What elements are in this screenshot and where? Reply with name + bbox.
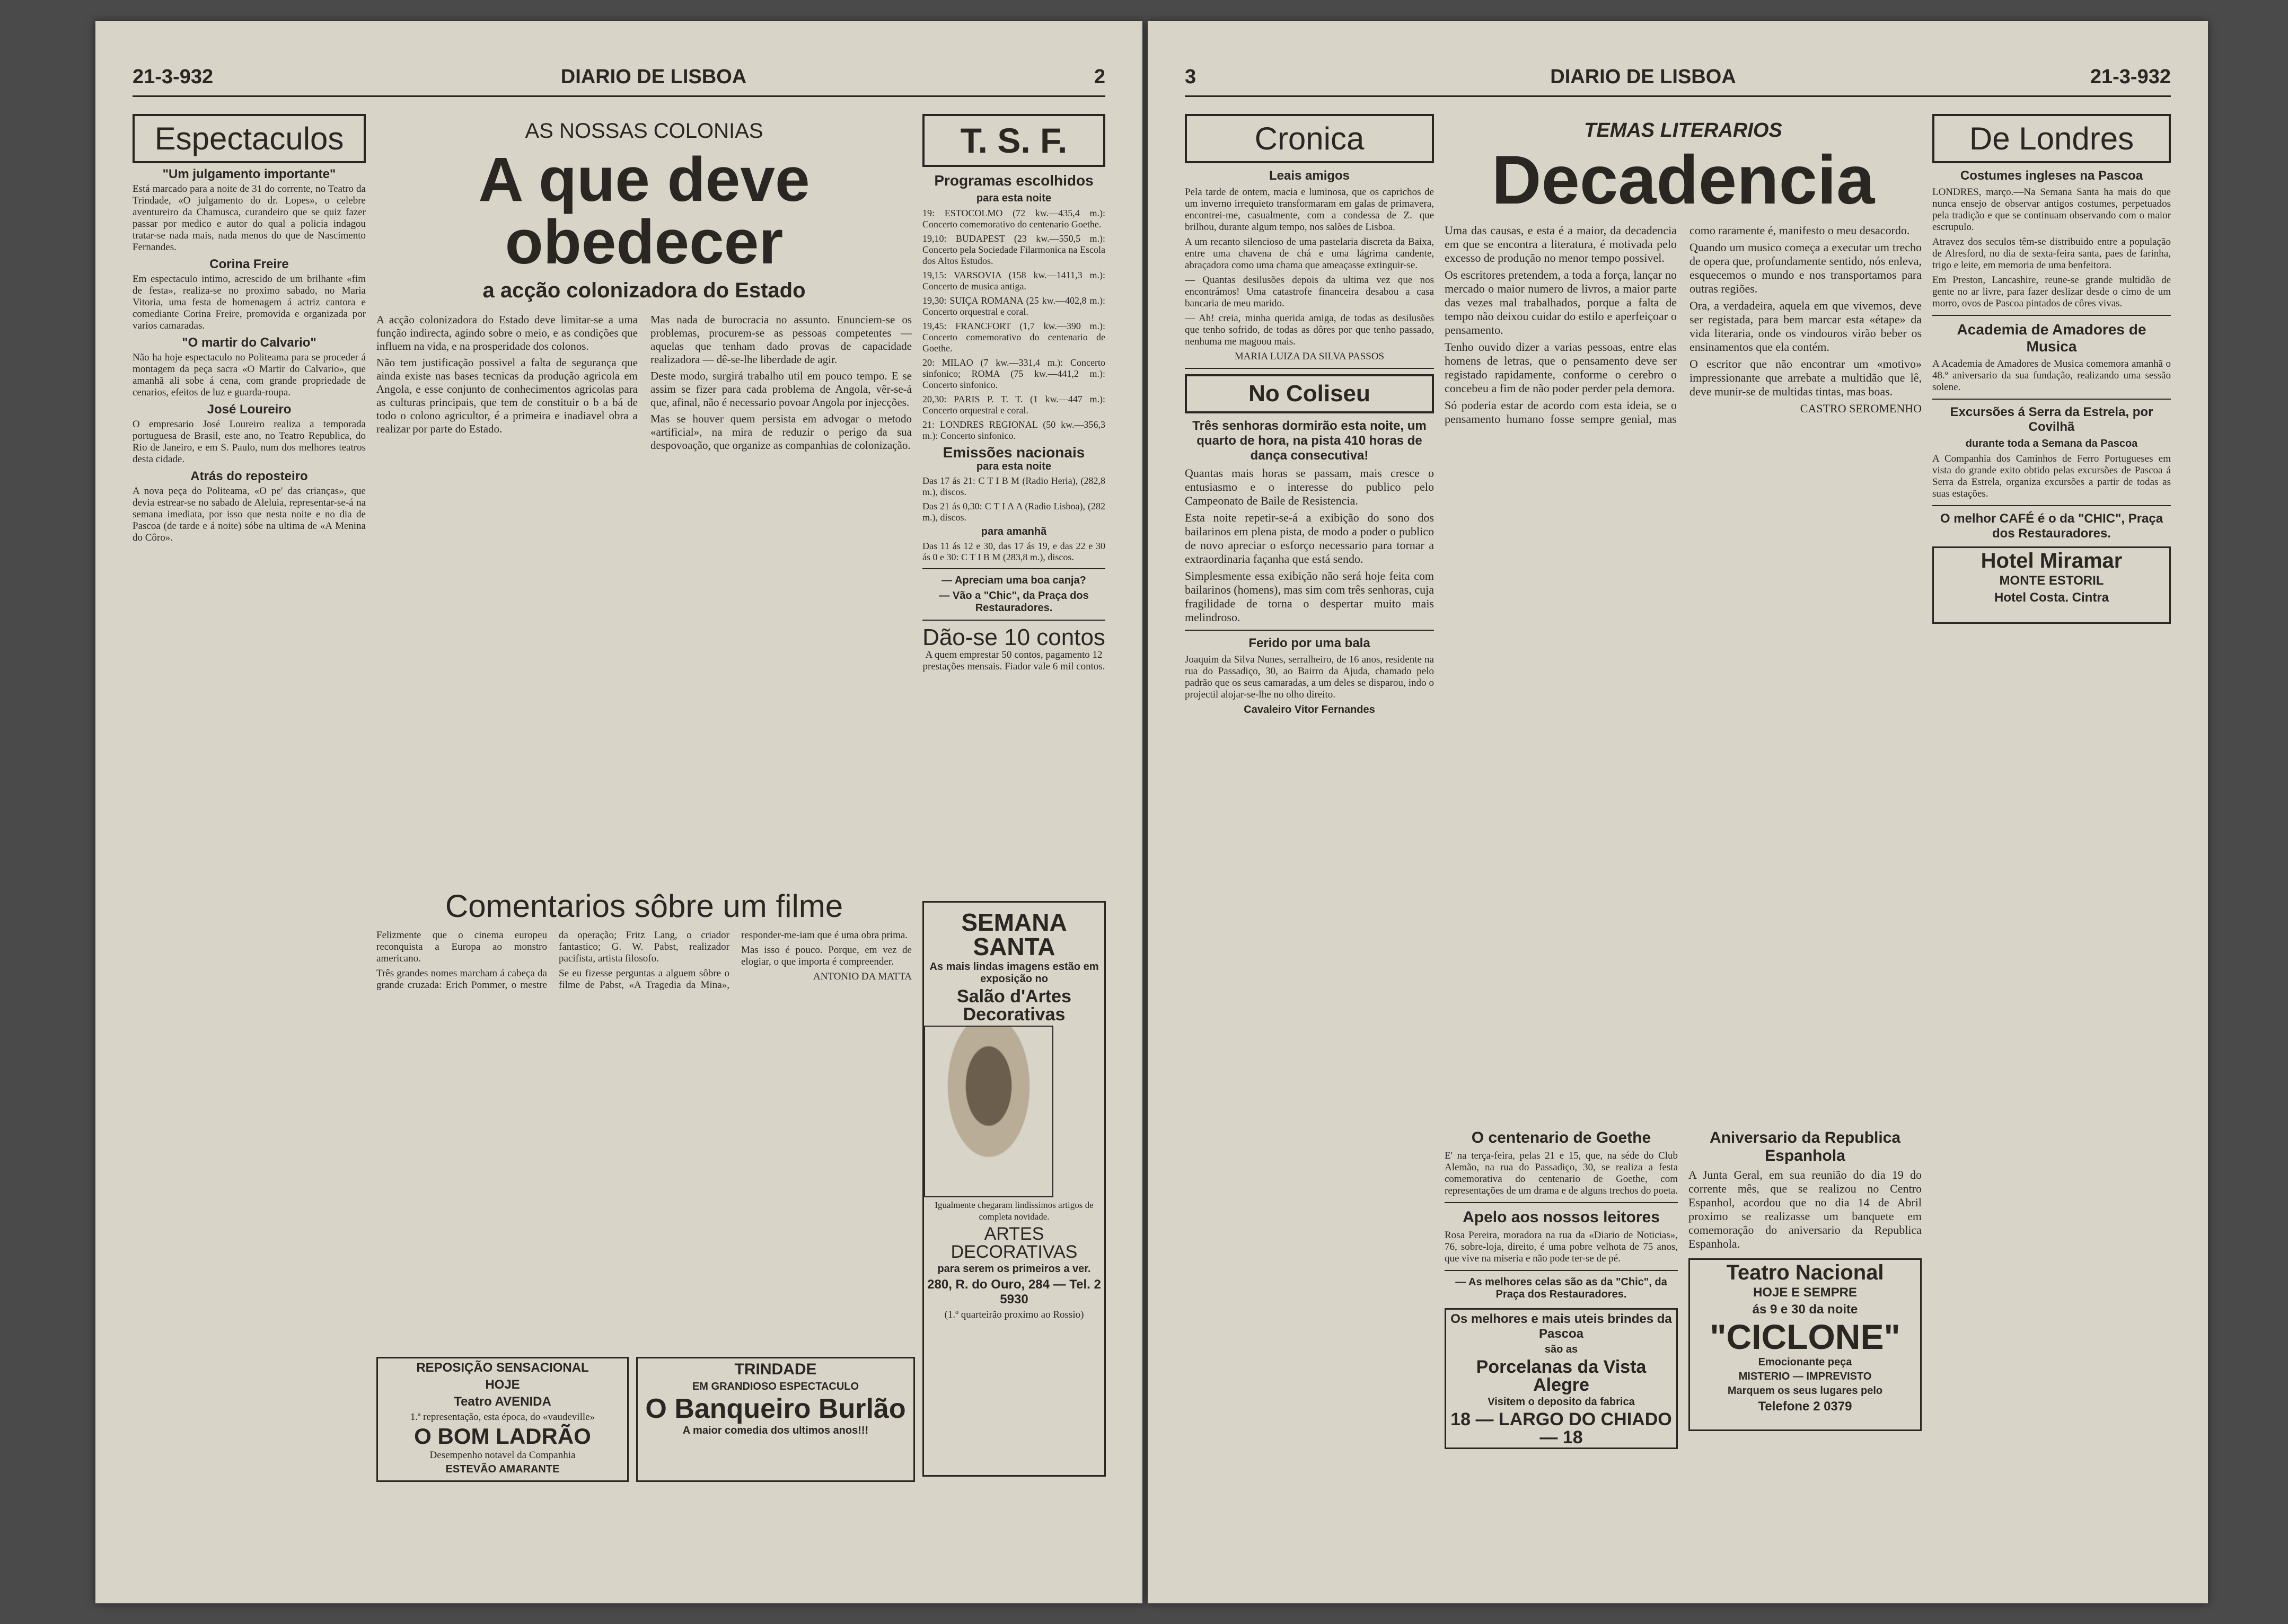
ad-line: 280, R. do Ouro, 284 — Tel. 2 5930 [927, 1277, 1101, 1307]
filme-article [376, 890, 912, 1346]
ad-line: MONTE ESTORIL [1999, 573, 2104, 588]
signature: ANTONIO DA MATTA [813, 971, 912, 982]
right-newspaper-page [1148, 21, 2208, 1603]
ad-line: EM GRANDIOSO ESPECTACULO [692, 1381, 859, 1392]
item-text: A nova peça do Politeama, «O pe' das crianças», que devia estrear-se no sabado de Aleluia, representar-se-á na semana imediata, por isso que nesta noite e no dia de Pascoa (de tarde e á noite) sóbe na ultima de «A Menina do Côro». [133, 486, 366, 543]
ad-line: Marquem os seus lugares pelo [1727, 1385, 1883, 1397]
espectaculos-column [133, 114, 366, 1556]
masthead-title: DIARIO DE LISBOA [560, 65, 747, 88]
filme-headline: Comentarios sôbre um filme [445, 890, 843, 924]
paragraph: Se eu fizesse perguntas a alguem sôbre o filme de Pabst, «A Tragedia da Mina», responder-me-iam que é uma obra prima. [559, 930, 908, 991]
ad-line: Porcelanas da Vista Alegre [1476, 1357, 1647, 1395]
ad-line: Salão d'Artes Decorativas [957, 986, 1071, 1025]
item-title: José Loureiro [207, 402, 292, 417]
ad-headline: SEMANA SANTA [961, 908, 1067, 960]
ad-line: O BOM LADRÃO [414, 1424, 591, 1449]
paragraph: — Ah! creia, minha querida amiga, de todas as desilusões que tenho sofrido, de todas as dôres por que tenho passado, nenhuma me magoou mais. [1185, 313, 1434, 347]
cronica-column [1185, 114, 1434, 1577]
paragraph: — Quantas desilusões depois da ultima vez que nos encontrámos! Uma catastrofe financeira desabou a casa bancaria de meu marido. [1185, 275, 1434, 309]
paragraph: A um recanto silencioso de uma pastelaria discreta da Baixa, entre uma chavena de chá e uma lágrima candente, abraçadora como uma chama que ameaçasse extinguir-se. [1185, 236, 1434, 271]
paragraph: Três grandes nomes marcham á cabeça da grande cruzada: Erich Pommer, o mestre da operação; Fritz Lang, o criador fantastico; G. W. Pabst, realizador pacifista, artista filosofo. [376, 930, 729, 991]
ad-line: Telefone 2 0379 [1758, 1399, 1852, 1414]
page-date: 21-3-932 [133, 65, 214, 88]
ad-line: ás 9 e 30 da noite [1752, 1302, 1858, 1317]
paragraph: Rosa Pereira, moradora na rua da «Diario de Noticias», 76, sobre-loja, direito, é uma pobre velhota de 75 anos, que vive na miseria e não pode ter-se de pé. [1445, 1230, 1678, 1264]
article-kicker: AS NOSSAS COLONIAS [525, 119, 763, 143]
canja-ad-line: — Vão a "Chic", da Praça dos Restauradores. [939, 590, 1089, 614]
ad-line: Desempenho notavel da Companhia [429, 1450, 576, 1461]
ad-line: para serem os primeiros a ver. [937, 1263, 1091, 1275]
ad-line: 1.ª representação, esta época, do «vaudeville» [410, 1411, 595, 1423]
page-header-right [1185, 58, 2171, 97]
paragraph: Felizmente que o cinema europeu reconquista a Europa ao monstro americano. [376, 930, 547, 964]
paragraph: Simplesmente essa exibição não será hoje feita com bailarinos (homens), mas sim com três senhoras, cuja fragilidade de torna o despertar muito mais melindroso. [1185, 569, 1434, 624]
page-date: 21-3-932 [2090, 65, 2171, 88]
ad-line: Os melhores e mais uteis brindes da Pascoa [1450, 1312, 1672, 1341]
paragraph: Uma das causas, e esta é a maior, da decadencia em que se encontra a literatura, é motivada pelo excesso de produção no menor tempo possivel. [1445, 224, 1677, 264]
ferido-sub: Cavaleiro Vitor Fernandes [1244, 704, 1375, 716]
paragraph: Não tem justificação possivel a falta de segurança que ainda existe nas bases tecnicas da produção agricola em Angola, e esse conjunto de conhecimentos agricolas para as culturas principais, que tem de constituir o b a bá de todo o colono agricultor, é a primeira e inadiavel obra a realizar por parte do Estado. [376, 356, 638, 435]
article-headline: A que deve obedecer [478, 145, 810, 277]
paragraph: Quando um musico começa a executar um trecho de opera que, profundamente sentido, nós enleva, esquecemos o mundo e nos transportamos para outras regiões. [1689, 241, 1922, 295]
ad-line: (1.º quarteirão proximo ao Rossio) [944, 1309, 1084, 1320]
contos-ad-headline: Dão-se 10 contos [922, 624, 1105, 650]
ad-line: Igualmente chegaram lindissimos artigos de completa novidade. [935, 1200, 1094, 1222]
academia-title: Academia de Amadores de Musica [1957, 321, 2146, 355]
saint-statue-image [924, 1026, 1053, 1197]
ad-line: são as [1544, 1344, 1578, 1355]
program-item: 19,15: VARSOVIA (158 kw.—1411,3 m.): Concerto de musica antiga. [922, 270, 1105, 292]
paragraph: Ora, a verdadeira, aquela em que vivemos, deve ser registada, para bem marcar esta «étape» da vida literaria, onde os vindouros virão beber os ensinamentos que ela contém. [1689, 299, 1922, 354]
cafe-ad-line: O melhor CAFÉ é o da "CHIC", Praça dos Restauradores. [1940, 511, 2163, 541]
contos-ad-text: A quem emprestar 50 contos, pagamento 12 prestações mensais. Fiador vale 6 mil contos. [922, 649, 1105, 672]
emissions-tomorrow: para amanhã [981, 526, 1047, 537]
paragraph: A Academia de Amadores de Musica comemora amanhã o 48.º aniversario da sua fundação, realizando uma sessão solene. [1932, 358, 2171, 393]
paragraph: Joaquim da Silva Nunes, serralheiro, de 16 anos, residente na rua do Passadiço, 30, ao Bairro da Ajuda, chamado pelo padrão que os seus camaradas, a um deles se disparou, indo o projectil alojar-se-lhe no olho direito. [1185, 654, 1434, 700]
paragraph: O escritor que não encontrar um «motivo» impressionante que arrebate a multidão que lê, deve munir-se de multidas tintas, mas boas. [1689, 357, 1922, 398]
aniversario-teatro-column [1688, 1124, 1922, 1564]
tsf-title: Programas escolhidos [934, 172, 1094, 189]
program-item: 19,30: SUIÇA ROMANA (25 kw.—402,8 m.): Concerto orquestral e coral. [922, 295, 1105, 317]
ad-line: HOJE [485, 1378, 520, 1392]
semana-santa-ad [922, 901, 1106, 1477]
ad-line: 18 — LARGO DO CHIADO — 18 [1450, 1409, 1672, 1448]
coliseu-subhead: Três senhoras dormirão esta noite, um quarto de hora, na pista 410 horas de dança consecutiva! [1192, 419, 1427, 463]
article-subhead: a acção colonizadora do Estado [482, 279, 806, 302]
item-title: "Um julgamento importante" [162, 167, 336, 181]
ad-line: Teatro Nacional [1726, 1261, 1884, 1284]
ad-line: O Banqueiro Burlão [645, 1393, 906, 1424]
paragraph: A acção colonizadora do Estado deve limitar-se a uma função indirecta, agindo sobre o meio, e as condições que influem na vida, e na prosperidade dos colonos. [376, 313, 638, 352]
page-number: 3 [1185, 65, 1196, 88]
paragraph: Esta noite repetir-se-á a exibição do sono dos bailarinos em plena pista, de modo a poder o publico de novo apreciar o esforço necessario para tornar a extraordinaria façanha que está sendo. [1185, 511, 1434, 566]
ad-line: REPOSIÇÃO SENSACIONAL [416, 1361, 589, 1375]
signature: MARIA LUIZA DA SILVA PASSOS [1234, 351, 1385, 362]
ad-line: Emocionante peça [1758, 1356, 1852, 1368]
section-heading-espectaculos: Espectaculos [133, 114, 366, 163]
paragraph: Mas se houver quem persista em advogar o metodo «artificial», na mira de reduzir o perigo da sua despovoação, que organize as companhias de colonização. [650, 412, 912, 452]
item-text: Em espectaculo intimo, acrescido de um brilhante «fim de festa», realiza-se no proximo sabado, no Maria Vitoria, uma festa de homenagem á actriz cantora e comediante Corina Freire, promovida e organizada por varios camaradas. [133, 273, 366, 331]
ad-line: ESTEVÃO AMARANTE [445, 1463, 560, 1475]
excursoes-title: Excursões á Serra da Estrela, por Covilhã [1950, 405, 2153, 434]
item-title: Corina Freire [209, 257, 289, 271]
goethe-title: O centenario de Goethe [1471, 1129, 1651, 1146]
emission-item: Das 11 ás 12 e 30, das 17 ás 19, e das 22 e 30 ás 0 e 30: C T I B M (283,8 m.), discos. [922, 541, 1105, 562]
emissions-title: Emissões nacionais [943, 444, 1085, 461]
article-headline: Decadencia [1491, 141, 1875, 218]
paragraph: Deste modo, surgirá trabalho util em pouco tempo. E se assim se fizer para cada problema de Angola, vêr-se-á que, afinal, não é necessario povoar Angola por injecções. [650, 369, 912, 409]
paragraph: Tenho ouvido dizer a varias pessoas, entre elas homens de letras, que o pensamento deve ser registado rapidamente, conforme o cerebro o concebeu a fim de não poder perder pela demora. [1445, 340, 1677, 395]
article-kicker: TEMAS LITERARIOS [1584, 119, 1782, 142]
ad-line: "CICLONE" [1710, 1317, 1900, 1356]
program-item: 19,10: BUDAPEST (23 kw.—550,5 m.): Concerto pela Sociedade Filarmonica na Escola dos Altos Estudos. [922, 233, 1105, 266]
chic-ad-line: — As melhores celas são as da "Chic", da Praça dos Restauradores. [1455, 1276, 1667, 1300]
masthead-title: DIARIO DE LISBOA [1550, 65, 1736, 88]
ad-line: As mais lindas imagens estão em exposição no [929, 961, 1099, 985]
signature: CASTRO SEROMENHO [1800, 402, 1922, 415]
aniversario-title: Aniversario da Republica Espanhola [1709, 1129, 1901, 1164]
section-heading-londres: De Londres [1932, 114, 2171, 163]
page-number: 2 [1094, 65, 1105, 88]
item-title: "O martir do Calvario" [182, 336, 316, 350]
teatro-nacional-ad [1688, 1258, 1922, 1431]
apelo-title: Apelo aos nossos leitores [1463, 1208, 1660, 1226]
ad-line: Visitem o deposito da fabrica [1488, 1396, 1635, 1408]
program-item: 19: ESTOCOLMO (72 kw.—435,4 m.): Concerto comemorativo do centenario Goethe. [922, 208, 1105, 230]
paragraph: Pela tarde de ontem, macia e luminosa, que os caprichos de um inverno irrequieto transformaram em galas de primavera, encontrei-me, casualmente, com a condessa de Z. que brilhou, durante algum tempo, nos salões de Lisboa. [1185, 187, 1434, 233]
ferido-title: Ferido por uma bala [1248, 636, 1370, 650]
tsf-column [922, 114, 1105, 877]
section-heading-tsf: T. S. F. [922, 114, 1105, 167]
emission-item: Das 17 ás 21: C T I B M (Radio Heria), (282,8 m.), discos. [922, 475, 1105, 497]
left-newspaper-page [95, 21, 1142, 1603]
ad-line: HOJE E SEMPRE [1753, 1285, 1858, 1300]
reposicao-ad [376, 1357, 629, 1482]
section-heading-cronica: Cronica [1185, 114, 1434, 163]
item-text: Não ha hoje espectaculo no Politeama para se proceder á montagem da peça sacra «O Martir do Calvario», que amanhã ali sobe á cena, com grande propriedade de cenarios, efeitos de luz e guarda-roupa. [133, 352, 366, 398]
tsf-today: para esta noite [976, 192, 1052, 204]
trindade-ad [636, 1357, 915, 1482]
ad-line: Hotel Miramar [1981, 549, 2123, 572]
paragraph: Em Preston, Lancashire, reune-se grande multidão de gente no ar livre, para fazer deslizar desde o cimo de um morro, ovos de Pascoa pintados de côres vivas. [1932, 275, 2171, 309]
item-title: Atrás do reposteiro [190, 469, 308, 483]
hotel-miramar-ad [1932, 546, 2171, 624]
ad-line: MISTERIO — IMPREVISTO [1738, 1371, 1872, 1382]
ad-line: A maior comedia dos ultimos anos!!! [682, 1425, 869, 1436]
paragraph: E' na terça-feira, pelas 21 e 15, que, na séde do Club Alemão, na rua do Passadiço, 30, se realiza a festa comemorativa do centenario de Goethe, com representações de um drama e de alguns trechos do poeta. [1445, 1150, 1678, 1196]
paragraph: Quantas mais horas se passam, mais cresce o entusiasmo e o interesse do publico pelo Campeonato de Baile de Resistencia. [1185, 466, 1434, 507]
paragraph: Só poderia estar de acordo com esta ideia, se o pensamento humano fosse sempre genial, mas como raramente é, manifesto o meu desacordo. [1445, 224, 1910, 426]
porcelanas-ad [1445, 1308, 1678, 1449]
page-header-left [133, 58, 1105, 97]
emissions-sub: para esta noite [976, 461, 1052, 472]
londres-title: Costumes ingleses na Pascoa [1960, 169, 2143, 183]
colonias-article [376, 114, 912, 867]
ad-line: TRINDADE [734, 1361, 817, 1378]
item-text: O empresario José Loureiro realiza a temporada portuguesa de Brasil, este ano, no Teatro Republica, do Rio de Janeiro, e em S. Paulo, num dos melhores teatros desta cidade. [133, 419, 366, 465]
ad-line: Hotel Costa. Cintra [1994, 590, 2109, 605]
ad-line: ARTES DECORATIVAS [951, 1224, 1078, 1262]
program-item: 20: MILAO (7 kw.—331,4 m.): Concerto sinfonico; ROMA (75 kw.—441,2 m.): Concerto sinfonico. [922, 357, 1105, 390]
canja-ad-line: — Apreciam uma boa canja? [941, 575, 1086, 586]
paragraph: A Companhia dos Caminhos de Ferro Portugueses em vista do grande exito obtido pelas excursões de Pascoa á Serra da Estrela, organiza excursões a partir de todas as suas estações. [1932, 453, 2171, 499]
londres-column [1932, 114, 2171, 1577]
paragraph: Atravez dos seculos têm-se distribuido entre a população de Alresford, no dia de sexta-feira santa, paes de farinha, trigo e leite, em memoria de uma benfeitora. [1932, 236, 2171, 271]
coliseu-title: No Coliseu [1185, 374, 1434, 413]
paragraph: LONDRES, março.—Na Semana Santa ha mais do que nunca ensejo de observar antigos costumes, perpetuados pela tradição e que se continuam observando com o maior escrupulo. [1932, 187, 2171, 233]
cronica-title: Leais amigos [1269, 169, 1350, 183]
paragraph: Mas nada de burocracia no assunto. Enunciem-se os problemas, procurem-se as pessoas competentes — aquelas que tenham dado provas de capacidade realizadora — dê-se-lhe liberdade de agir. [650, 313, 912, 366]
paragraph: Mas isso é pouco. Porque, em vez de elogiar, o que importa é compreender. [741, 945, 912, 967]
excursoes-sub: durante toda a Semana da Pascoa [1965, 438, 2138, 449]
item-text: Está marcado para a noite de 31 do corrente, no Teatro da Trindade, «O julgamento do dr. Lopes», o celebre aventureiro da Chamusca, curandeiro que se quiz fazer passar por medico e autor do qual a policia indagou tratar-se nada mais, nada menos do que de Nascimento Fernandes. [133, 183, 366, 253]
ad-line: Teatro AVENIDA [454, 1394, 551, 1409]
program-item: 21: LONDRES REGIONAL (50 kw.—356,3 m.): Concerto sinfonico. [922, 419, 1105, 441]
goethe-apelo-column [1445, 1124, 1678, 1564]
decadencia-article [1445, 114, 1922, 1110]
emission-item: Das 21 ás 0,30: C T I A A (Radio Lisboa), (282 m.), discos. [922, 501, 1105, 523]
paragraph: Os escritores pretendem, a toda a força, lançar no mercado o maior numero de livros, a maior parte das vezes mal trabalhados, porque a falta de tempo não deixou cuidar do estilo e aperfeiçoar o pensamento. [1445, 268, 1677, 337]
program-item: 19,45: FRANCFORT (1,7 kw.—390 m.): Concerto comemorativo do centenario de Goethe. [922, 321, 1105, 354]
program-item: 20,30: PARIS P. T. T. (1 kw.—447 m.): Concerto orquestral e coral. [922, 394, 1105, 416]
paragraph: A Junta Geral, em sua reunião do dia 19 do corrente mês, que se realizou no Centro Espanhol, acordou que no dia 14 de Abril proximo se realizasse um banquete em comemoração do aniversario da Republica Espanhola. [1688, 1168, 1922, 1250]
